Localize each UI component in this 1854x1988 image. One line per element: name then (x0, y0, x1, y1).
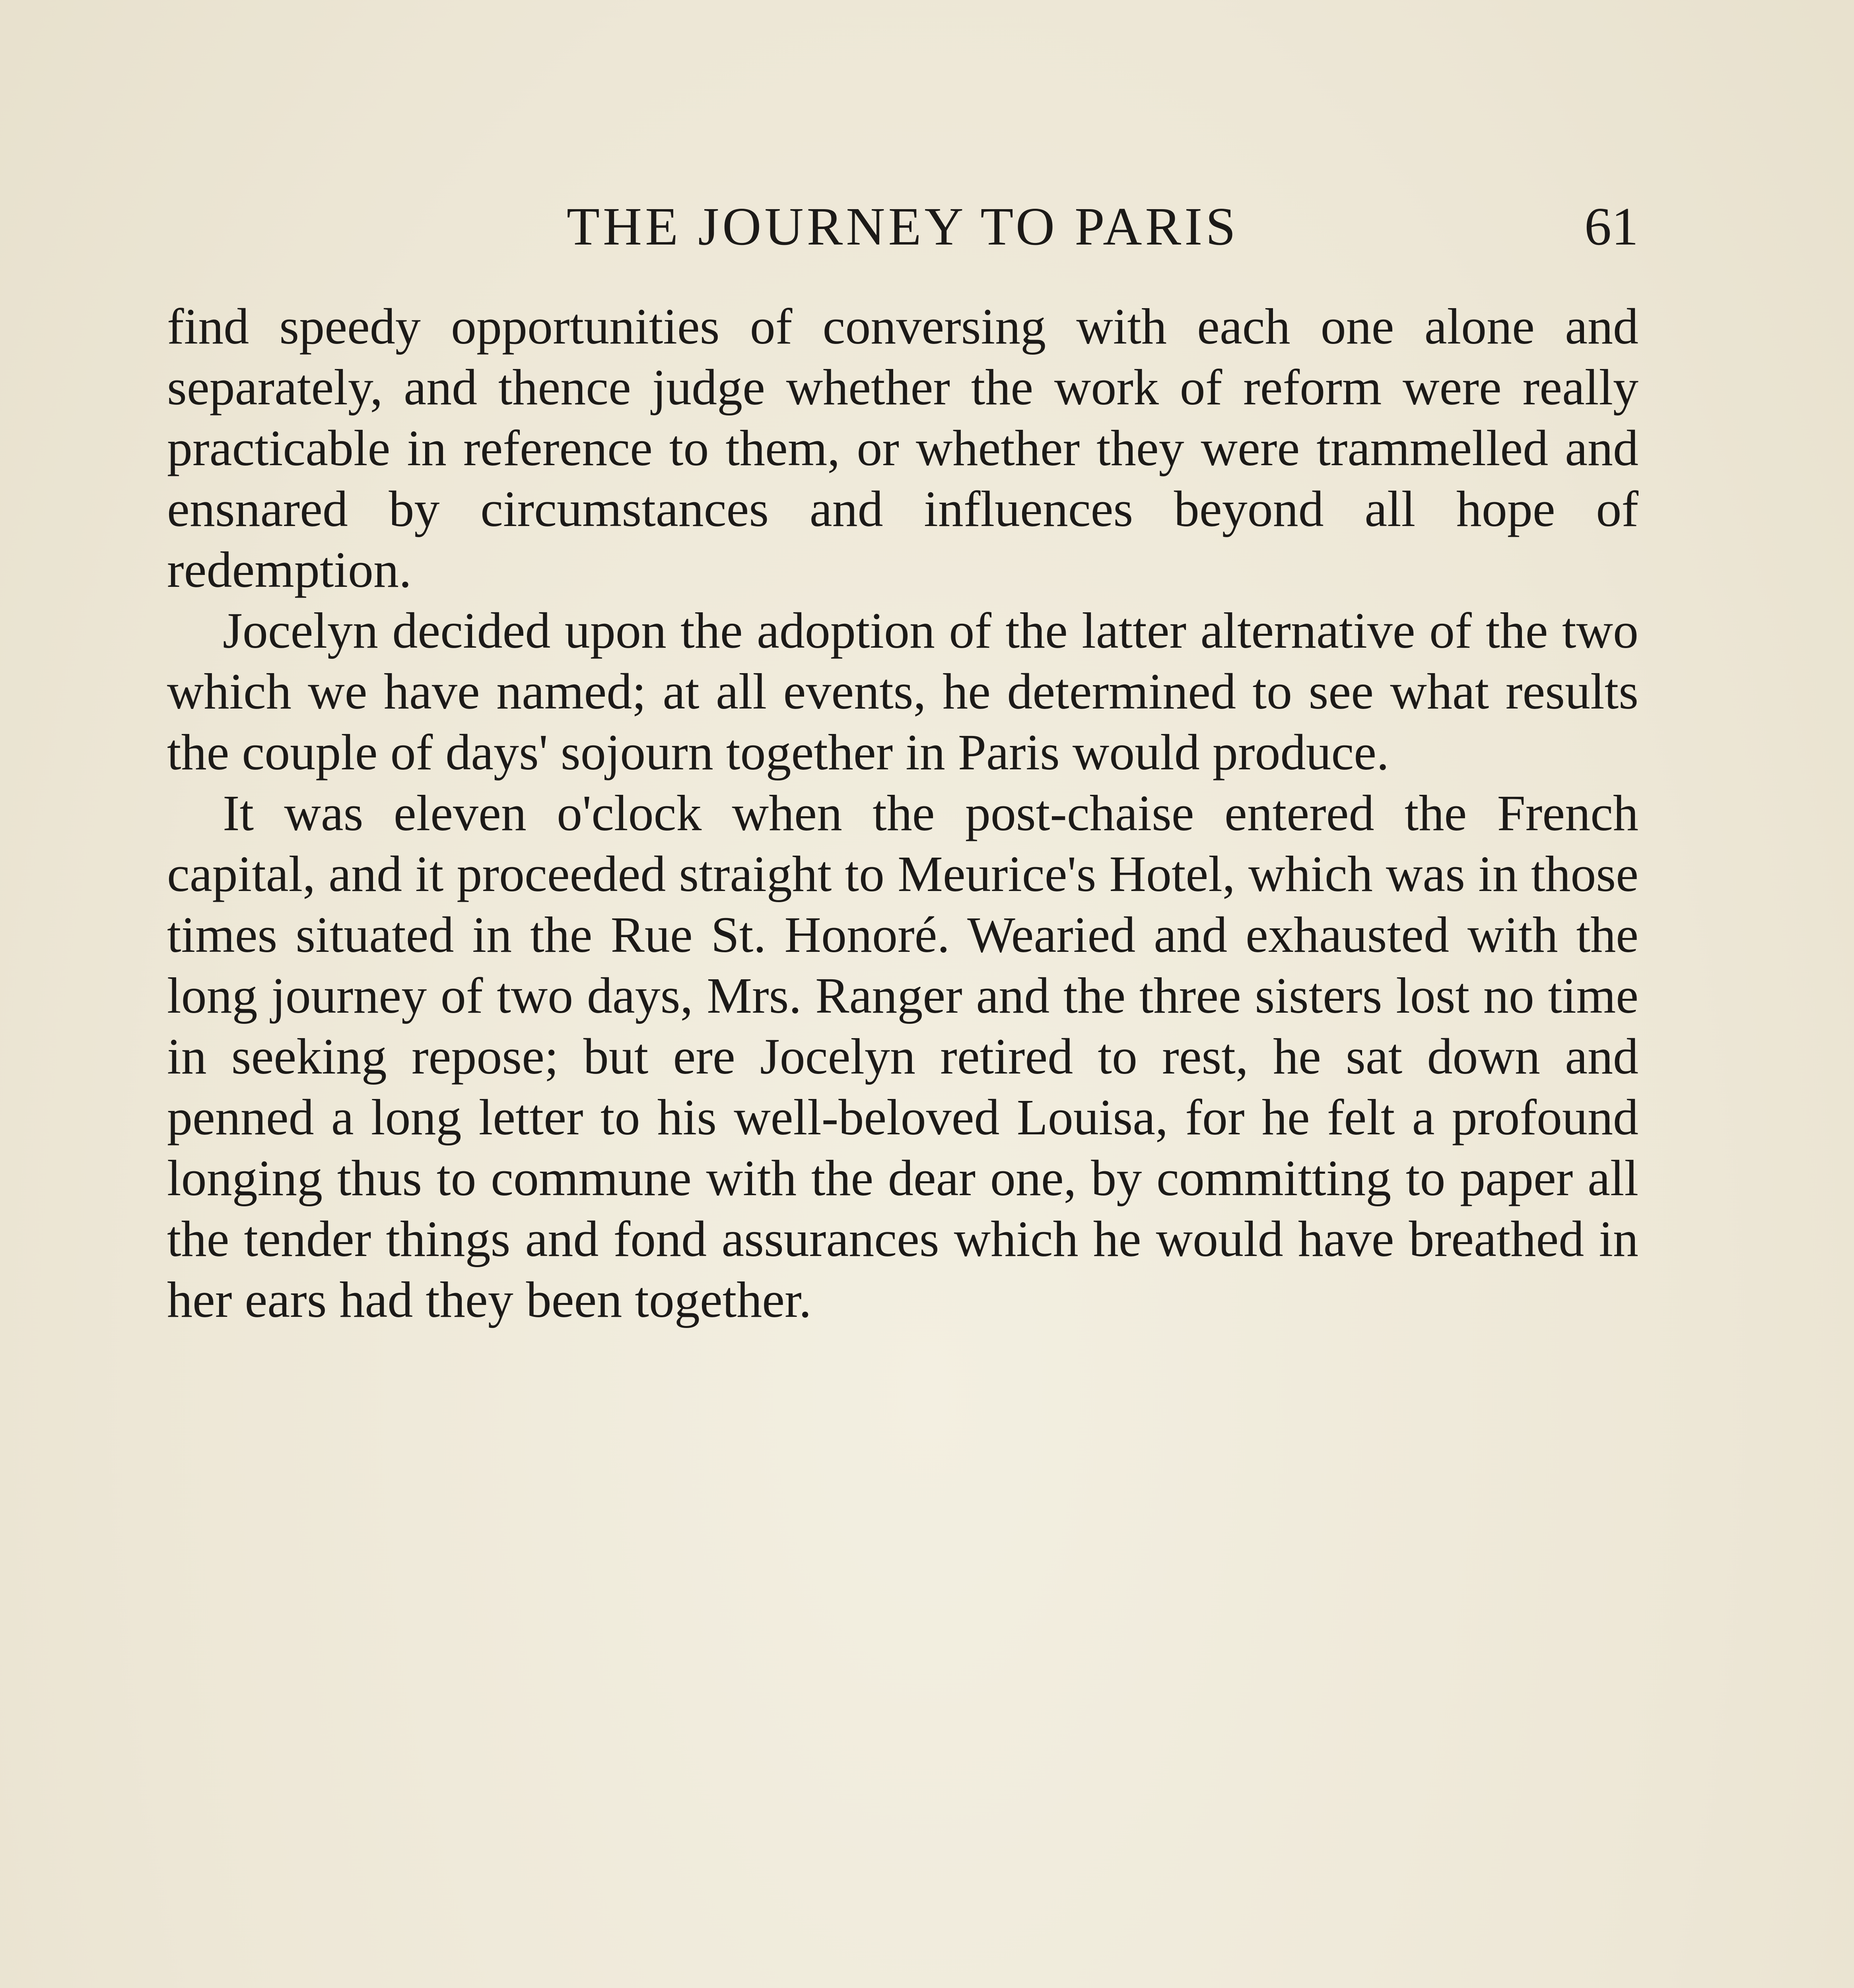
paragraph: It was eleven o'clock when the post-chaise entered the French capital, and it proceeded straight to Meurice's Hotel, which was in those times situated in the Rue St. Honoré. Wearied and exhausted with the long journey of two days, Mrs. Ranger and the three sisters lost no time in seeking repose; but ere Jocelyn retired to rest, he sat down and penned a long letter to his well-beloved Louisa, for he felt a profound longing thus to commune with the dear one, by committing to paper all the tender things and fond assurances which he would have breathed in her ears had they been together. (167, 785, 1638, 1328)
paragraph: Jocelyn decided upon the adoption of the latter alternative of the two which we have named; at all events, he determined to see what results the couple of days' sojourn together in Paris would produce. (167, 602, 1638, 780)
paragraph: find speedy opportunities of conversing with each one alone and separately, and thence judge whether the work of reform were really practicable in reference to them, or whether they were trammelled and ensnared by circumstances and influences beyond all hope of redemption. (167, 298, 1638, 598)
chapter-title: THE JOURNEY TO PARIS (566, 197, 1239, 256)
page-number: 61 (1584, 197, 1638, 256)
running-head (167, 187, 1638, 266)
body-text (167, 296, 1638, 1330)
